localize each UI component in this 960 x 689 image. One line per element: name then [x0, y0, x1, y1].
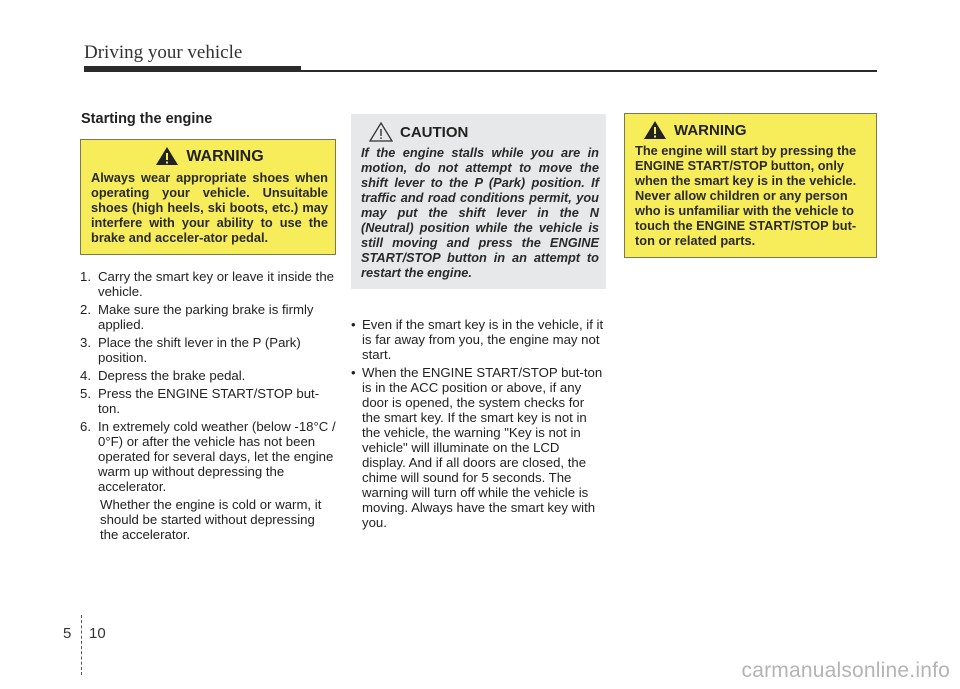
list-item	[80, 302, 336, 332]
footer-section-number: 5	[63, 625, 72, 642]
column-right	[624, 110, 877, 258]
warning-label: WARNING	[674, 121, 747, 139]
step-number: 1.	[80, 269, 91, 284]
watermark: carmanualsonline.info	[741, 659, 950, 682]
bullet-marker: •	[351, 317, 356, 332]
list-item	[80, 269, 336, 299]
warning-box-smart-key	[624, 113, 877, 258]
step-number: 5.	[80, 386, 91, 401]
list-item	[80, 386, 336, 416]
list-item	[351, 365, 606, 530]
footer-divider	[81, 615, 82, 675]
step-text: Press the ENGINE START/STOP but-ton.	[98, 386, 320, 416]
section-title: Starting the engine	[81, 111, 213, 127]
bullet-marker: •	[351, 365, 356, 380]
list-item	[351, 317, 606, 362]
warning-text: The engine will start by pressing the ENGINE START/STOP button, only when the smart key is in the vehicle. Never allow children or any person who is unfamiliar with the vehicle to touch the ENGINE START/STOP but-ton or related parts.	[635, 143, 857, 248]
warning-label: WARNING	[186, 147, 264, 165]
column-middle	[351, 110, 606, 533]
step-number: 4.	[80, 368, 91, 383]
step-note: Whether the engine is cold or warm, it should be started without depressing the accelerator.	[100, 497, 322, 542]
step-text: Place the shift lever in the P (Park) position.	[98, 335, 301, 365]
step-text: Make sure the parking brake is firmly applied.	[98, 302, 314, 332]
step-number: 3.	[80, 335, 91, 350]
bullet-text: Even if the smart key is in the vehicle, if it is far away from you, the engine may not start.	[362, 317, 604, 362]
step-number: 6.	[80, 419, 91, 434]
warning-triangle-icon	[155, 146, 179, 166]
warning-box-shoes	[80, 139, 336, 255]
steps-list	[80, 269, 336, 494]
step-text: In extremely cold weather (below -18°C / 0°F) or after the vehicle has not been operated for several days, let the engine warm up without depressing the accelerator.	[98, 419, 336, 494]
step-text: Depress the brake pedal.	[98, 368, 246, 383]
bullet-text: When the ENGINE START/STOP but-ton is in the ACC position or above, if any door is opened, the system checks for the smart key. If the smart key is not in the vehicle, the warning "Key is not in vehicle" will illuminate on the LCD display. And if all doors are closed, the chime will sound for 5 seconds. The warning will turn off while the vehicle is moving. Always have the smart key with you.	[362, 365, 603, 530]
caution-triangle-icon	[369, 122, 393, 142]
caution-header	[369, 122, 599, 142]
list-item	[80, 419, 336, 494]
header-rule-thick	[84, 66, 301, 72]
step-number: 2.	[80, 302, 91, 317]
warning-header	[643, 120, 869, 140]
caution-label: CAUTION	[400, 123, 469, 141]
caution-text: If the engine stalls while you are in motion, do not attempt to move the shift lever to the P (Park) position. If traffic and road conditions permit, you may put the shift lever in the N (Neutral) position while the vehicle is still moving and press the ENGINE START/STOP button in an attempt to restart the engine.	[361, 145, 599, 280]
warning-triangle-icon	[643, 120, 667, 140]
footer-page-number: 10	[89, 625, 106, 642]
header-rule-thin	[301, 70, 877, 72]
list-item	[80, 368, 336, 383]
caution-box	[351, 114, 606, 289]
warning-text: Always wear appropriate shoes when operating your vehicle. Unsuitable shoes (high heels, ski boots, etc.) may interfere with your ability to use the brake and acceler-ator pedal.	[91, 170, 328, 245]
list-item	[80, 335, 336, 365]
column-left	[80, 110, 336, 542]
step-text: Carry the smart key or leave it inside the vehicle.	[98, 269, 335, 299]
header-title: Driving your vehicle	[84, 42, 243, 63]
bullets-list	[351, 317, 606, 530]
warning-header	[91, 146, 328, 166]
